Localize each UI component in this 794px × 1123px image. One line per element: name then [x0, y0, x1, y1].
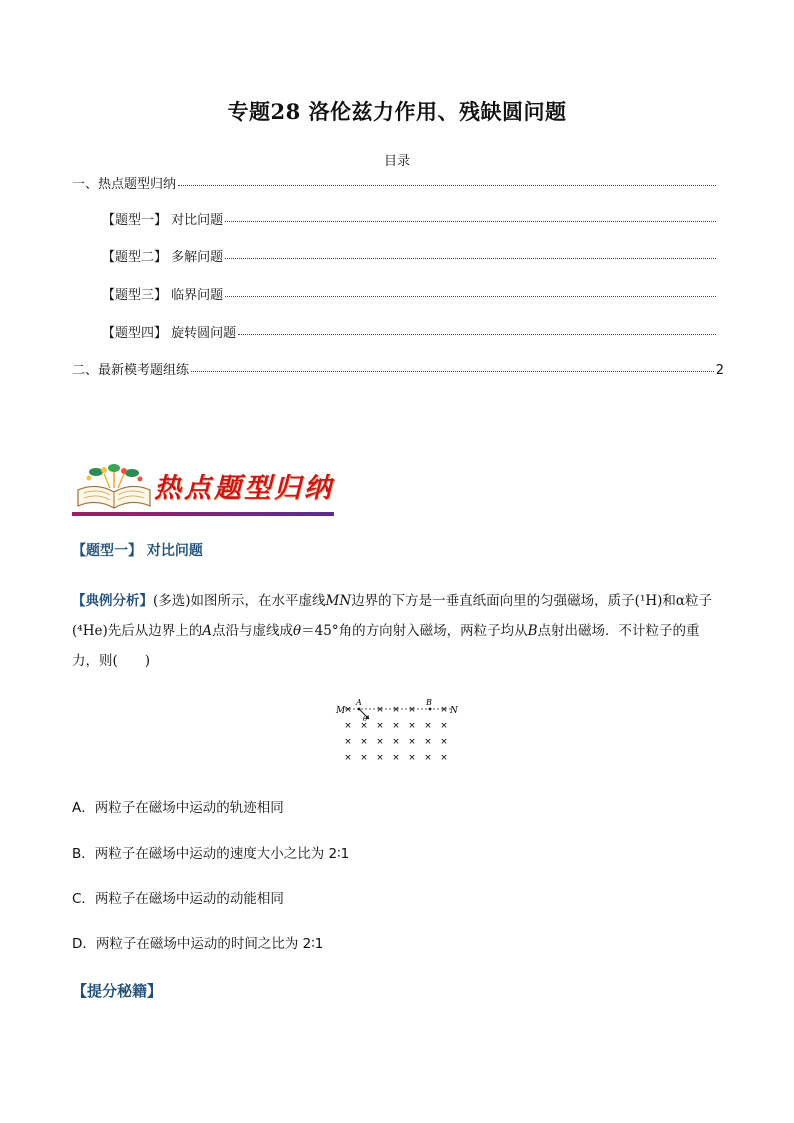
toc-leader	[178, 175, 716, 186]
question-text: )先后从边界上的	[102, 623, 203, 639]
field-cross-mark: ×	[392, 705, 400, 715]
toc-heading: 目录	[383, 154, 410, 169]
toc-entry-type-4[interactable]	[102, 325, 724, 343]
field-cross-mark: ×	[344, 721, 352, 731]
toc-entry-mock-exams[interactable]	[72, 362, 724, 380]
field-cross-mark: ×	[360, 721, 368, 731]
field-cross-mark: ×	[424, 753, 432, 763]
field-cross-mark: ×	[440, 737, 448, 747]
field-cross-mark: ×	[392, 737, 400, 747]
field-cross-mark: ×	[440, 753, 448, 763]
toc-entry-label: 【题型四】 旋转圆问题	[102, 326, 237, 341]
option-a[interactable]: A．两粒子在磁场中运动的轨迹相同	[72, 800, 284, 816]
field-cross-mark: ×	[392, 753, 400, 763]
question-text: 点射出磁场．不计粒子的重力，则( )	[72, 623, 700, 669]
toc-entry-label: 一、热点题型归纳	[72, 177, 177, 192]
field-cross-mark: ×	[376, 753, 384, 763]
angle-symbol: θ	[293, 623, 302, 639]
point-b	[429, 708, 432, 711]
question-text: ＝45°角的方向射入磁场，两粒子均从	[301, 623, 528, 639]
toc-entry-hot-topics[interactable]	[72, 176, 724, 194]
proton-symbol: ¹H	[639, 593, 658, 609]
question-text: 边界的下方是一垂直纸面向里的匀强磁场，质子(	[351, 593, 640, 609]
label-m: M	[336, 706, 346, 716]
label-theta: θ	[363, 715, 368, 723]
point-b-label: B	[527, 623, 538, 639]
field-cross-mark: ×	[376, 721, 384, 731]
field-cross-mark: ×	[440, 721, 448, 731]
label-n: N	[450, 706, 458, 716]
page-title: 专题28 洛伦兹力作用、残缺圆问题	[227, 99, 567, 124]
field-cross-mark: ×	[344, 705, 352, 715]
banner-underline	[72, 512, 334, 516]
field-cross-mark: ×	[408, 721, 416, 731]
toc-entry-label: 【题型一】 对比问题	[102, 213, 224, 228]
toc-entry-type-1[interactable]	[102, 212, 724, 230]
field-cross-mark: ×	[344, 753, 352, 763]
option-d[interactable]: D．两粒子在磁场中运动的时间之比为 2∶1	[72, 936, 324, 952]
field-cross-mark: ×	[376, 705, 384, 715]
field-cross-mark: ×	[408, 753, 416, 763]
boundary-label: MN	[325, 593, 352, 609]
field-cross-mark: ×	[392, 721, 400, 731]
section-heading: 【题型一】 对比问题	[72, 543, 203, 559]
toc-entry-type-3[interactable]	[102, 287, 724, 305]
question-text: (多选)如图所示，在水平虚线	[153, 593, 326, 609]
toc-leader	[225, 286, 716, 297]
toc-entry-label: 二、最新模考题组练	[72, 363, 190, 378]
option-b[interactable]: B．两粒子在磁场中运动的速度大小之比为 2∶1	[72, 846, 350, 862]
toc-leader	[225, 211, 716, 222]
field-cross-grid	[344, 705, 448, 763]
label-a: A	[356, 698, 362, 707]
open-book-icon	[74, 462, 154, 512]
toc-entry-label: 【题型三】 临界问题	[102, 288, 224, 303]
field-cross-mark: ×	[424, 737, 432, 747]
field-cross-mark: ×	[344, 737, 352, 747]
field-cross-mark: ×	[376, 737, 384, 747]
section-banner	[72, 462, 334, 516]
alpha-symbol: ⁴He	[77, 623, 103, 639]
example-question	[72, 586, 724, 676]
tips-heading: 【提分秘籍】	[72, 982, 163, 1000]
label-b: B	[426, 698, 432, 707]
toc-leader	[225, 248, 716, 259]
field-cross-mark: ×	[408, 705, 416, 715]
field-cross-mark: ×	[360, 753, 368, 763]
option-c[interactable]: C．两粒子在磁场中运动的动能相同	[72, 891, 284, 907]
question-text: 点沿与虚线成	[212, 623, 293, 639]
point-a-label: A	[202, 623, 212, 639]
field-cross-mark: ×	[424, 721, 432, 731]
toc-leader	[191, 361, 714, 372]
example-tag: 【典例分析】	[72, 593, 153, 609]
toc-entry-type-2[interactable]	[102, 249, 724, 267]
toc-page-number: 2	[715, 363, 724, 378]
field-cross-mark: ×	[408, 737, 416, 747]
toc-entry-label: 【题型二】 多解问题	[102, 250, 224, 265]
field-cross-mark: ×	[440, 705, 448, 715]
toc-leader	[238, 324, 716, 335]
magnetic-field-diagram	[333, 694, 463, 766]
field-cross-mark: ×	[360, 737, 368, 747]
banner-title: 热点题型归纳	[154, 473, 334, 504]
question-text: )和α粒子(	[72, 593, 713, 639]
